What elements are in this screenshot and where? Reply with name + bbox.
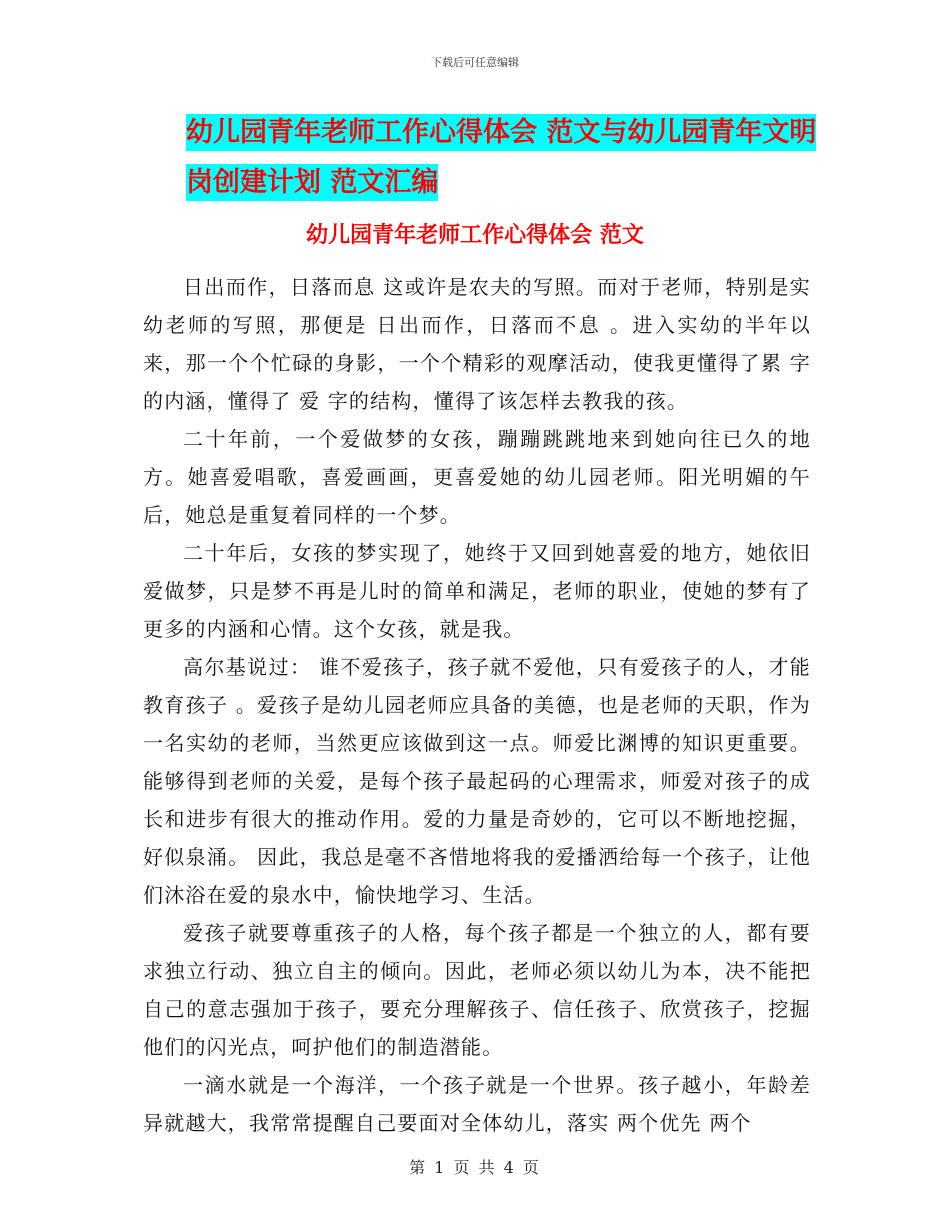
section-title: 幼儿园青年老师工作心得体会 范文 <box>306 223 644 248</box>
document-title-line-2: 岗创建计划 范文汇编 <box>186 164 438 201</box>
document-title <box>186 108 826 208</box>
body-text <box>143 268 811 1142</box>
paragraph-6: 一滴水就是一个海洋，一个孩子就是一个世界。孩子越小，年龄差异就越大，我常常提醒自己要面对全体幼儿，落实 两个优先 两个 <box>143 1073 811 1135</box>
document-title-line-1: 幼儿园青年老师工作心得体会 范文与幼儿园青年文明 <box>186 114 816 151</box>
paragraph-5: 爱孩子就要尊重孩子的人格，每个孩子都是一个独立的人，都有要求独立行动、独立自主的倾向。因此，老师必须以幼儿为本，决不能把自己的意志强加于孩子，要充分理解孩子、信任孩子、欣赏孩子，挖掘他们的闪光点，呵护他们的制造潜能。 <box>143 921 811 1059</box>
paragraph-3: 二十年后，女孩的梦实现了，她终于又回到她喜爱的地方，她依旧爱做梦，只是梦不再是儿时的简单和满足，老师的职业，使她的梦有了更多的内涵和心情。这个女孩，就是我。 <box>143 541 811 641</box>
page-number-footer: 第 1 页 共 4 页 <box>409 1158 541 1177</box>
header-note: 下载后可任意编辑 <box>431 56 519 69</box>
paragraph-2: 二十年前，一个爱做梦的女孩，蹦蹦跳跳地来到她向往已久的地方。她喜爱唱歌，喜爱画画，更喜爱她的幼儿园老师。阳光明媚的午后，她总是重复着同样的一个梦。 <box>143 427 811 527</box>
paragraph-4: 高尔基说过： 谁不爱孩子，孩子就不爱他，只有爱孩子的人，才能教育孩子 。爱孩子是幼儿园老师应具备的美德，也是老师的天职，作为一名实幼的老师，当然更应该做到这一点。师爱比渊博的知识更重要。能够得到老师的关爱，是每个孩子最起码的心理需求，师爱对孩子的成长和进步有很大的推动作用。爱的力量是奇妙的，它可以不断地挖掘，好似泉涌。 因此，我总是毫不吝惜地将我的爱播洒给每一个孩子，让他们沐浴在爱的泉水中，愉快地学习、生活。 <box>143 655 811 907</box>
paragraph-1: 日出而作，日落而息 这或许是农夫的写照。而对于老师，特别是实幼老师的写照，那便是 日出而作，日落而不息 。进入实幼的半年以来，那一个个忙碌的身影，一个个精彩的观摩活动，使我更懂得了累 字的内涵，懂得了 爱 字的结构，懂得了该怎样去教我的孩。 <box>143 275 811 413</box>
